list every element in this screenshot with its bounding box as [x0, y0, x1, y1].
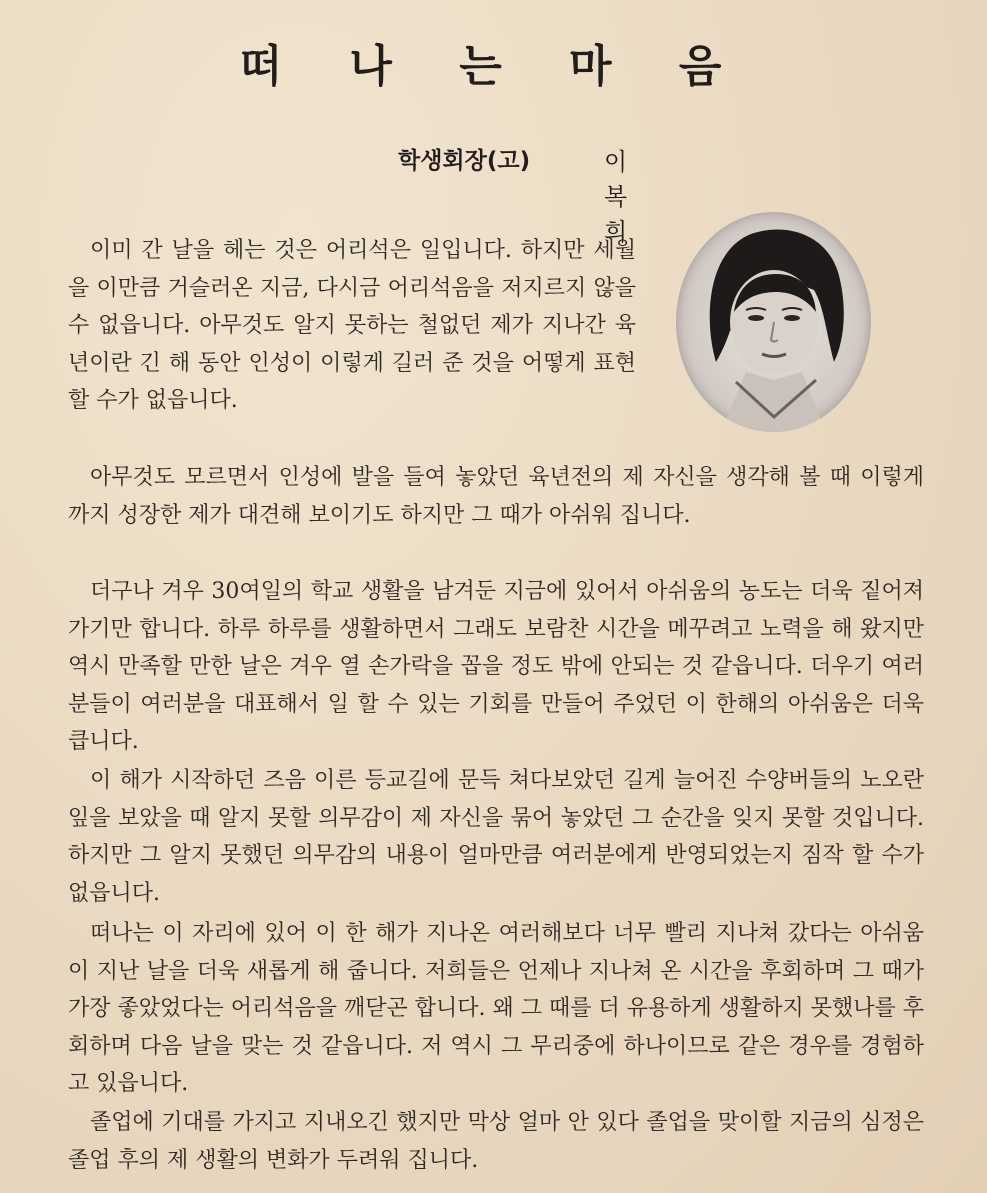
byline — [398, 142, 878, 246]
paragraph-6: 졸업에 기대를 가지고 지내오긴 했지만 막상 얼마 안 있다 졸업을 맞이할 지금의 심정은 졸업 후의 제 생활의 변화가 두려워 집니다. — [68, 1110, 924, 1173]
paragraph-5: 떠나는 이 자리에 있어 이 한 해가 지나온 여러해보다 너무 빨리 지나쳐 갔다는 아쉬움이 지난 날을 더욱 새롭게 해 줍니다. 저희들은 언제나 지나쳐 온 시간을 후회하며 그 때가 가장 좋았었다는 어리석음을 깨닫곤 합니다. 왜 그 때를 더 유용하게 생활하지 못했나를 후회하며 다음 날을 맞는 것 같읍니다. 저 역시 그 무리중에 하나이므로 같은 경우를 경험하고 있읍니다. — [68, 921, 924, 1097]
author-name: 이 복 희 — [604, 148, 710, 246]
portrait-photo — [676, 212, 871, 432]
article-title: 떠 나 는 마 음 — [239, 41, 748, 92]
portrait-icon — [676, 212, 871, 432]
paragraph-1: 이미 간 날을 헤는 것은 어리석은 일입니다. 하지만 세월을 이만큼 거슬러온 지금, 다시금 어리석음을 저지르지 않을 수 없읍니다. 아무것도 알지 못하는 철없던 제가 지나간 육년이란 긴 해 동안 인성이 이렇게 길러 준 것을 어떻게 표현할 수가 없읍니다. — [68, 238, 636, 414]
paragraph-3: 더구나 겨우 30여일의 학교 생활을 남겨둔 지금에 있어서 아쉬움의 농도는 더욱 짙어져가기만 합니다. 하루 하루를 생활하면서 그래도 보람찬 시간을 메꾸려고 노력을 해 왔지만 역시 만족할 만한 날은 겨우 열 손가락을 꼽을 정도 밖에 안되는 것 같읍니다. 더우기 여러분들이 여러분을 대표해서 일 할 수 있는 기회를 만들어 주었던 이 한해의 아쉬움은 더욱 큽니다. — [68, 579, 924, 755]
paragraph-2: 아무것도 모르면서 인성에 발을 들여 놓았던 육년전의 제 자신을 생각해 볼 때 이렇게 까지 성장한 제가 대견해 보이기도 하지만 그 때가 아쉬워 집니다. — [68, 465, 924, 528]
paragraph-4: 이 해가 시작하던 즈음 이른 등교길에 문득 쳐다보았던 길게 늘어진 수양버들의 노오란 잎을 보았을 때 알지 못할 의무감이 제 자신을 묶어 놓았던 그 순간을 잊지 못할 것입니다. 하지만 그 알지 못했던 의무감의 내용이 얼마만큼 여러분에게 반영되었는지 짐작 할 수가 없읍니다. — [68, 768, 924, 906]
author-role: 학생회장(고) — [398, 148, 531, 174]
